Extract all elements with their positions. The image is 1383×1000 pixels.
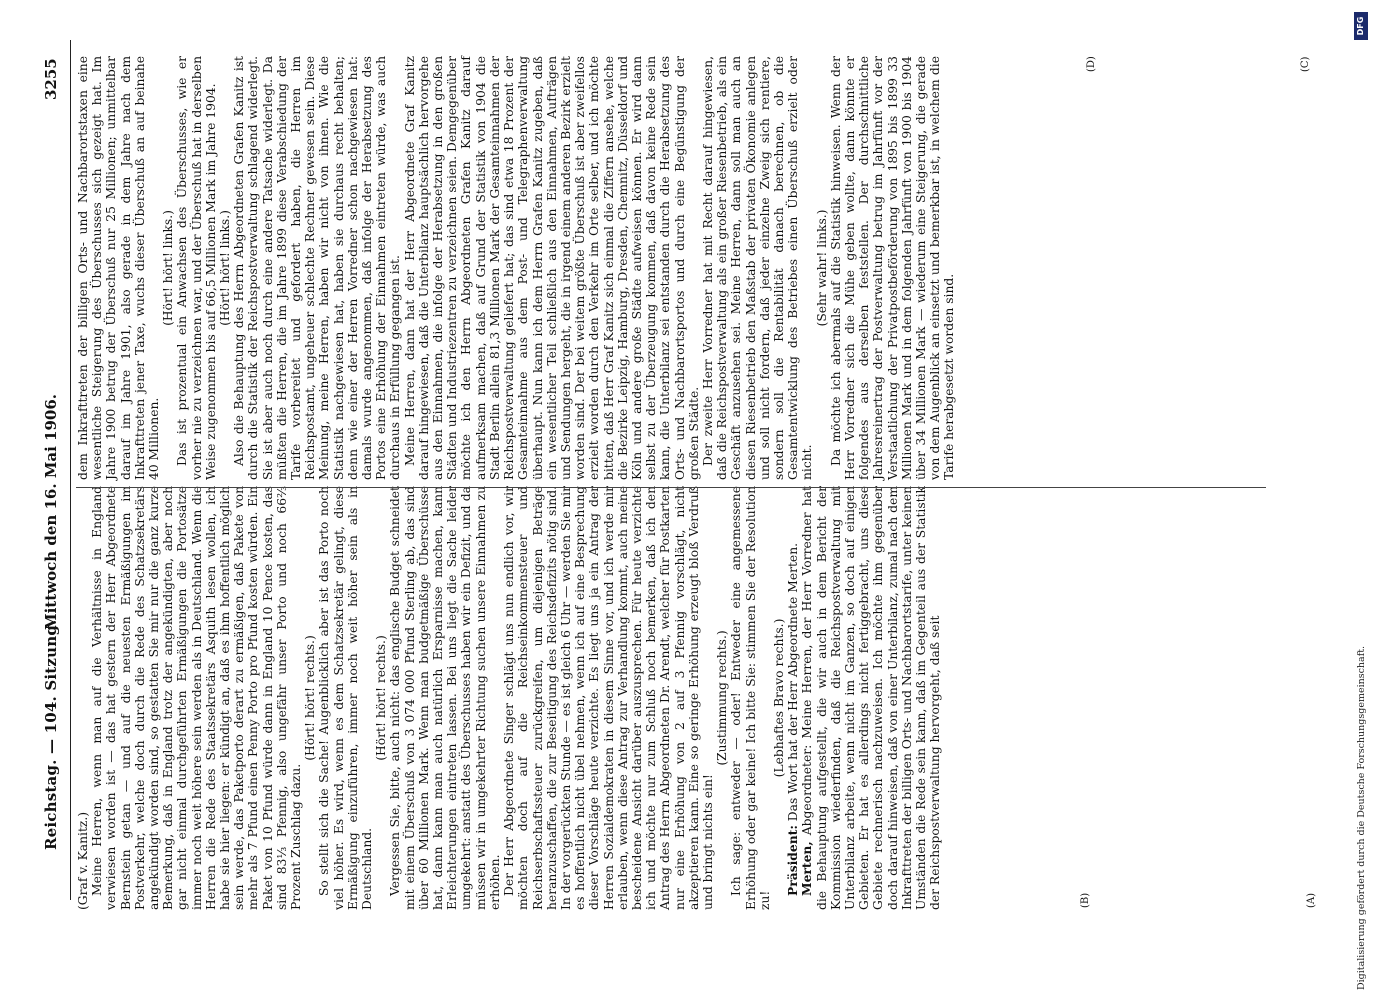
interjection: (Hört! hört! rechts.) xyxy=(303,635,318,761)
header-left: Reichstag. — 104. Sitzung. xyxy=(42,619,60,850)
header-rule xyxy=(70,40,71,900)
speaker-label: Merten, xyxy=(799,841,815,896)
president-text: Das Wort hat der Herr Abgeordnete Merten. xyxy=(786,542,801,822)
merten-paragraph xyxy=(800,486,942,910)
interjection: (Hört! hört! rechts.) xyxy=(374,635,389,761)
paragraph: So stellt sich die Sache! Augenblicklich aber ist das Porto noch viel höher. Es wird, wenn es dem Schatzsekretär gelingt, diese Ermäßigung einzuführen, immer noch weit höher sein als in Deutschland. xyxy=(317,486,375,910)
header-right: Mittwoch den 16. Mai 1906. xyxy=(42,393,60,630)
paragraph: dem Inkrafttreten der billigen Orts- und Nachbarortstaxen eine wesentliche Steigerung des Überschusses sich gezeigt hat. Im Jahre 1900 betrug der Überschuß nur 25 Millionen; unmittelbar darauf im Jahre 1901, also gerade in dem Jahre nach dem Inkrafttreten jener Taxe, wuchs dieser Überschuß an auf beinahe 40 Millionen. xyxy=(76,56,162,480)
speaker-tag: (Graf v. Kanitz.) xyxy=(76,811,90,910)
digitization-credit: Digitalisierung gefördert durch die Deutsche Forschungsgemeinschaft. xyxy=(1356,645,1367,990)
paragraph: Meine Herren, wenn man auf die Verhältnisse in England verwiesen worden ist — das hat gestern der Herr Abgeordnete Bernstein getan — und auf die neuesten Ermäßigungen im Postverkehr, welche doch durch die Rede des Schatzsekretärs angekündigt worden sind, so gestatten Sie mir nur die ganz kurze Bemerkung, daß in England trotz der angekündigten, aber noch gar nicht einmal durchgeführten Ermäßigungen die Portosätze immer noch weit höhere sein werden als in Deutschland. Wenn die Herren die Rede des Staatssekretärs Asquith lesen wollen, ich habe sie hier liegen: er kündigt an, daß es ihm hoffentlich möglich sein werde, das Paketporto derart zu ermäßigen, daß Pakete von mehr als 7 Pfund einen Penny Porto pro Pfund kosten würden. Ein Paket von 10 Pfund würde dann in England 10 Pence kosten, das sind 83⅓ Pfennig, also ungefähr unser Porto und noch 66⅔ Prozent Zuschlag dazu. xyxy=(90,486,304,910)
right-column xyxy=(76,56,957,480)
paragraph: Da möchte ich abermals auf die Statistik hinweisen. Wenn der Herr Vorredner sich die Mühe geben wollte, dann könnte er folgendes aus derselben feststellen. Der durchschnittliche Jahresreinertrag der Postverwaltung betrug im Jahrfünft vor der Verstaatlichung der Privatpostbeförderung von 1895 bis 1899 33 Millionen Mark und in dem folgenden Jahrfünft von 1900 bis 1904 über 34 Millionen Mark — wiederum eine Steigerung, die gerade von dem Augenblick an einsetzt und bemerkbar ist, in welchem die Tarife herabgesetzt worden sind. xyxy=(828,56,957,480)
marker-c: (C) xyxy=(1300,56,1311,72)
interjection: (Lebhaftes Bravo rechts.) xyxy=(771,618,786,778)
paragraph: Vergessen Sie, bitte, auch nicht: das englische Budget schneidet mit einem Überschuß von 3 074 000 Pfund Sterling ab, das sind über 60 Millionen Mark. Wenn man budgetmäßige Überschüsse hat, dann kann man auch natürlich Ersparnisse machen, kann Erleichterungen eintreten lassen. Bei uns liegt die Sache leider umgekehrt: anstatt des Überschusses haben wir ein Defizit, und da müssen wir in umgekehrter Richtung suchen unsere Einnahmen zu erhöhen. xyxy=(388,486,502,910)
interjection: (Hört! hört! links.) xyxy=(218,210,233,326)
paragraph: Der zweite Herr Vorredner hat mit Recht darauf hingewiesen, daß die Reichspostverwaltung als ein großer Riesenbetrieb, als ein Geschäft anzusehen sei. Meine Herren, dann soll man auch an diesen Riesenbetrieb den Maßstab der privaten Ökonomie anlegen und soll nicht fordern, daß jeder einzelne Zweig sich rentiere, sondern soll die Rentabilität danach berechnen, ob die Gesamtentwicklung des Betriebes einen Überschuß erzielt oder nicht. xyxy=(700,56,815,480)
interjection: (Zustimmung rechts.) xyxy=(715,630,730,766)
merten-text: Abgeordneter: Meine Herren, der Herr Vorredner hat die Behauptung aufgestellt, die wir auch in dem Bericht der Kommission wiederfinden, daß die Reichspostverwaltung mit Unterbilanz arbeite, wenn nicht im Ganzen, so doch auf einigen Gebieten. Er hat es allerdings nicht fertiggebracht, uns diese Gebiete rechnerisch nachzuweisen. Ich möchte ihm gegenüber doch darauf hinweisen, daß von einer Unterbilanz, zumal nach dem Inkrafttreten der billigen Orts- und Nachbarortstarife, unter keinen Umständen die Rede sein kann, daß im Gegenteil aus der Statistik der Reichspostverwaltung hervorgeht, daß seit xyxy=(800,486,943,910)
paragraph: Meine Herren, dann hat der Herr Abgeordnete Graf Kanitz darauf hingewiesen, daß die Unterbilanz hauptsächlich hervorgehe aus den Einnahmen, die infolge der Herabsetzung in den großen Städten und Industriezentren zu verzeichnen seien. Demgegenüber möchte ich den Herrn Abgeordneten Grafen Kanitz darauf aufmerksam machen, daß auf Grund der Statistik von 1904 die Stadt Berlin allein 81,3 Millionen Mark der Gesamteinnahmen der Reichspostverwaltung geliefert hat; das sind etwa 18 Prozent der Gesamteinnahme aus dem Post- und Telegraphenverwaltung überhaupt. Nun kann ich dem Herrn Grafen Kanitz zugeben, daß ein wesentlicher Teil schließlich aus den Einnahmen, Aufträgen und Sendungen hergeht, die in irgend einem anderen Bezirk erzielt worden sind. Der bei weitem größte Überschuß ist aber zweifellos erzielt worden durch den Verkehr im Orte selber, und ich möchte bitten, daß Herr Graf Kanitz sich einmal die Ziffern ansehe, welche die Bezirke Leipzig, Hamburg, Dresden, Chemnitz, Düsseldorf und Köln und andere große Städte aufweisen können. Er wird dann selbst zu der Überzeugung kommen, daß davon keine Rede sein kann, die Unterbilanz sei entstanden durch die Herabsetzung des Orts- und Nachbarortsportos und durch eine Begünstigung der großen Städte. xyxy=(402,56,701,480)
interjection: (Sehr wahr! links.) xyxy=(814,209,829,327)
speaker-label: Präsident: xyxy=(785,825,801,896)
page-number: 3255 xyxy=(42,58,60,100)
paragraph: Also die Behauptung des Herrn Abgeordneten Grafen Kanitz ist durch die Statistik der Reichspostverwaltung schlagend widerlegt. Sie ist aber auch noch durch eine andere Tatsache widerlegt. Da müßten die Herren, die im Jahre 1899 diese Verabschiedung der Tarife vorbereitet und gefordert haben, die Herren im Reichspostamt, ungeheuer schlechte Rechner gewesen sein. Diese Meinung, meine Herren, haben wir nicht von ihnen. Wie die Statistik nachgewiesen hat, haben sie durchaus recht behalten; denn wie einer der Herren Vorredner schon nachgewiesen hat: damals wurde angenommen, daß infolge der Herabsetzung des Portos eine Erhöhung der Einnahmen eintreten würde, was auch durchaus in Erfüllung gegangen ist. xyxy=(232,56,403,480)
paragraph: Ich sage: entweder — oder! Entweder eine angemessene Erhöhung oder gar keine! Ich bitte Sie: stimmen Sie der Resolution zu! xyxy=(729,486,772,910)
marker-d: (D) xyxy=(1086,56,1097,72)
column-divider xyxy=(76,487,1266,488)
paragraph: Das ist prozentual ein Anwachsen des Überschusses, wie er vorher nie zu verzeichnen war, und der Überschuß hat in derselben Weise zugenommen bis auf 66,5 Millionen Mark im Jahre 1904. xyxy=(175,56,218,480)
paragraph: Der Herr Abgeordnete Singer schlägt uns nun endlich vor, wir möchten doch auf die Reichseinkommensteuer und Reichserbschaftssteuer zurückgreifen, um diejenigen Beträge heranzuschaffen, die zur Beseitigung des Reichsdefizits nötig sind. In der vorgerückten Stunde — es ist gleich 6 Uhr — werden Sie mir es hoffentlich nicht übel nehmen, wenn ich auf eine Besprechung dieser Vorschläge heute verzichte. Es liegt uns ja ein Antrag der Herren Sozialdemokraten in diesem Sinne vor, und ich werde mir erlauben, wenn diese Antrag zur Verhandlung kommt, auch meine bescheidene Ansicht darüber auszusprechen. Für heute verzichte ich und möchte nur zum Schluß noch bemerken, daß ich den Antrag des Herrn Abgeordneten Dr. Arendt, welcher für Postkarten nur eine Erhöhung von 2 auf 3 Pfennig vorschlägt, nicht akzeptieren kann. Eine so geringe Erhöhung erzeugt bloß Verdruß und bringt nichts ein! xyxy=(502,486,715,910)
left-column xyxy=(76,486,942,910)
marker-b: (B) xyxy=(1080,892,1091,908)
page-header xyxy=(42,40,68,1000)
president-paragraph xyxy=(786,486,800,910)
marker-a: (A) xyxy=(1306,892,1317,908)
interjection: (Hört! hört! links.) xyxy=(161,210,176,326)
dfg-logo: DFG xyxy=(1354,12,1368,40)
